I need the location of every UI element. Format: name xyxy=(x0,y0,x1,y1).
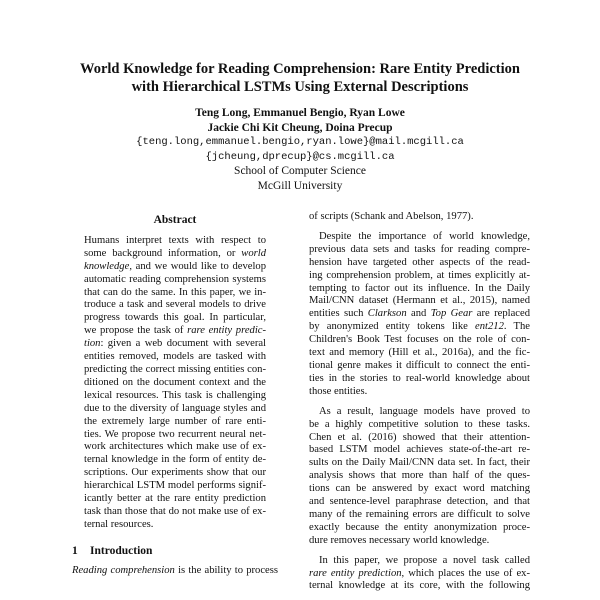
body-line: dure removes necessary world knowledge. xyxy=(309,534,490,546)
section-number: 1 xyxy=(72,544,78,557)
body-line: those entities. xyxy=(309,385,368,397)
author-email-1: {teng.long,emmanuel.bengio,ryan.lowe}@mail.mcgill.ca xyxy=(136,136,464,148)
abstract-line: icantly better at the rare entity prediction xyxy=(84,493,266,505)
abstract-line: progress towards this goal. In particular, xyxy=(84,312,266,324)
abstract-line: due to the diversity of language styles and xyxy=(84,402,266,414)
body-line: ing comprehension problem, at times explicitly at- xyxy=(309,269,530,281)
right-column xyxy=(309,211,530,593)
body-line: hension have targeted other aspects of the read- xyxy=(309,256,530,268)
intro-italic-term: Reading comprehension xyxy=(72,564,175,576)
paper-title xyxy=(40,60,560,96)
body-line: Despite the importance of world knowledge, xyxy=(319,230,530,242)
body-line: many of the remaining errors are difficult to solve xyxy=(309,508,530,520)
abstract-line: Humans interpret texts with respect to xyxy=(84,234,266,246)
body-line: of scripts (Schank and Abelson, 1977). xyxy=(309,211,474,222)
body-line: As a result, language models have proved to xyxy=(319,405,530,417)
paragraph-language-models xyxy=(309,406,530,548)
body-line: ternal knowledge at its core, with the following xyxy=(309,580,530,592)
abstract-heading: Abstract xyxy=(153,214,197,226)
intro-first-line xyxy=(72,565,278,578)
body-line: based LSTM model achieves state-of-the-art re- xyxy=(309,444,530,456)
body-line: be a highly competitive solution to these tasks. xyxy=(309,418,530,430)
paragraph-proposal xyxy=(309,555,530,594)
body-line: Chen et al. (2016) showed that their attention- xyxy=(309,431,530,443)
author-block xyxy=(60,106,540,193)
title-line-1: World Knowledge for Reading Comprehension: Rare Entity Prediction xyxy=(80,61,520,77)
body-line: Children's Book Test focuses on the role of con- xyxy=(309,334,530,346)
body-line: entities such Clarkson and Top Gear are replaced xyxy=(309,308,531,320)
abstract-line: ditioned on the document context and the xyxy=(84,376,266,388)
body-line: tempting to factor out its influence. In the Daily xyxy=(309,282,530,294)
abstract-line: scriptions. Our experiments show that our xyxy=(84,467,266,479)
section-title: Introduction xyxy=(90,544,153,557)
body-line: text and memory (Hill et al., 2016a), and the fic- xyxy=(309,347,530,359)
abstract-line: entities removed, models are tasked with xyxy=(84,351,266,363)
abstract-line: ties. We propose two recurrent neural net- xyxy=(84,428,266,440)
paragraph-world-knowledge xyxy=(309,231,530,399)
body-line: exactly because the entity anonymization proce- xyxy=(309,521,530,533)
abstract-line: troduce a task and several models to drive xyxy=(84,299,266,311)
abstract-line: ternal resources. xyxy=(84,518,154,530)
abstract-line: ternal knowledge in the form of entity de- xyxy=(84,454,266,466)
abstract-line: hierarchical LSTM model performs signif- xyxy=(84,480,266,492)
abstract-line: predicting the correct missing entities con- xyxy=(84,363,266,375)
abstract-line: that can do the same. In this paper, we in- xyxy=(84,286,266,298)
body-line: analysis shows that more than half of the ques- xyxy=(309,470,530,482)
section-heading-introduction xyxy=(72,545,278,558)
body-line: rare entity prediction, which places the use of ex- xyxy=(309,567,530,579)
abstract-line: work architectures which make use of ex- xyxy=(84,441,266,453)
abstract-line: tion: given a web document with several xyxy=(84,338,266,350)
body-line: In this paper, we propose a novel task called xyxy=(319,554,530,566)
abstract-line: we propose the task of rare entity predic- xyxy=(84,325,266,337)
abstract-line: some background information, or world xyxy=(84,247,266,259)
intro-line-rest: is the ability to process xyxy=(174,564,278,576)
abstract-line: knowledge, and we would like to develop xyxy=(84,260,266,272)
author-school: School of Computer Science xyxy=(234,165,366,177)
body-line: previous data sets and tasks for reading compre- xyxy=(309,243,530,255)
body-line: and sentence-level paraphrase detection, and that xyxy=(309,496,530,508)
author-university: McGill University xyxy=(257,179,343,192)
body-line: tions can be answered by exact word matching xyxy=(309,483,530,495)
body-line: tional genre makes it difficult to connect the enti- xyxy=(309,359,530,371)
author-names-2: Jackie Chi Kit Cheung, Doina Precup xyxy=(207,121,393,134)
body-line: ties in the stories to real-world knowledge about xyxy=(309,372,530,384)
author-email-2: {jcheung,dprecup}@cs.mcgill.ca xyxy=(205,150,395,163)
body-line: Mail/CNN dataset (Hermann et al., 2015), named xyxy=(309,295,530,307)
abstract-line: task than those that do not make use of ex- xyxy=(84,505,266,517)
body-line: sults on the Daily Mail/CNN data set. In fact, their xyxy=(309,457,530,469)
abstract-body xyxy=(72,235,278,532)
left-column xyxy=(72,211,278,578)
abstract-line: lexical resources. This task is challenging xyxy=(84,389,266,401)
abstract-line: automatic reading comprehension systems xyxy=(84,273,266,285)
abstract-line: the extremely large number of rare enti- xyxy=(84,415,266,427)
title-line-2: with Hierarchical LSTMs Using External Descriptions xyxy=(131,79,469,95)
author-names-1: Teng Long, Emmanuel Bengio, Ryan Lowe xyxy=(195,107,405,119)
body-line: by anonymized entity tokens like ent212. The xyxy=(309,321,530,333)
